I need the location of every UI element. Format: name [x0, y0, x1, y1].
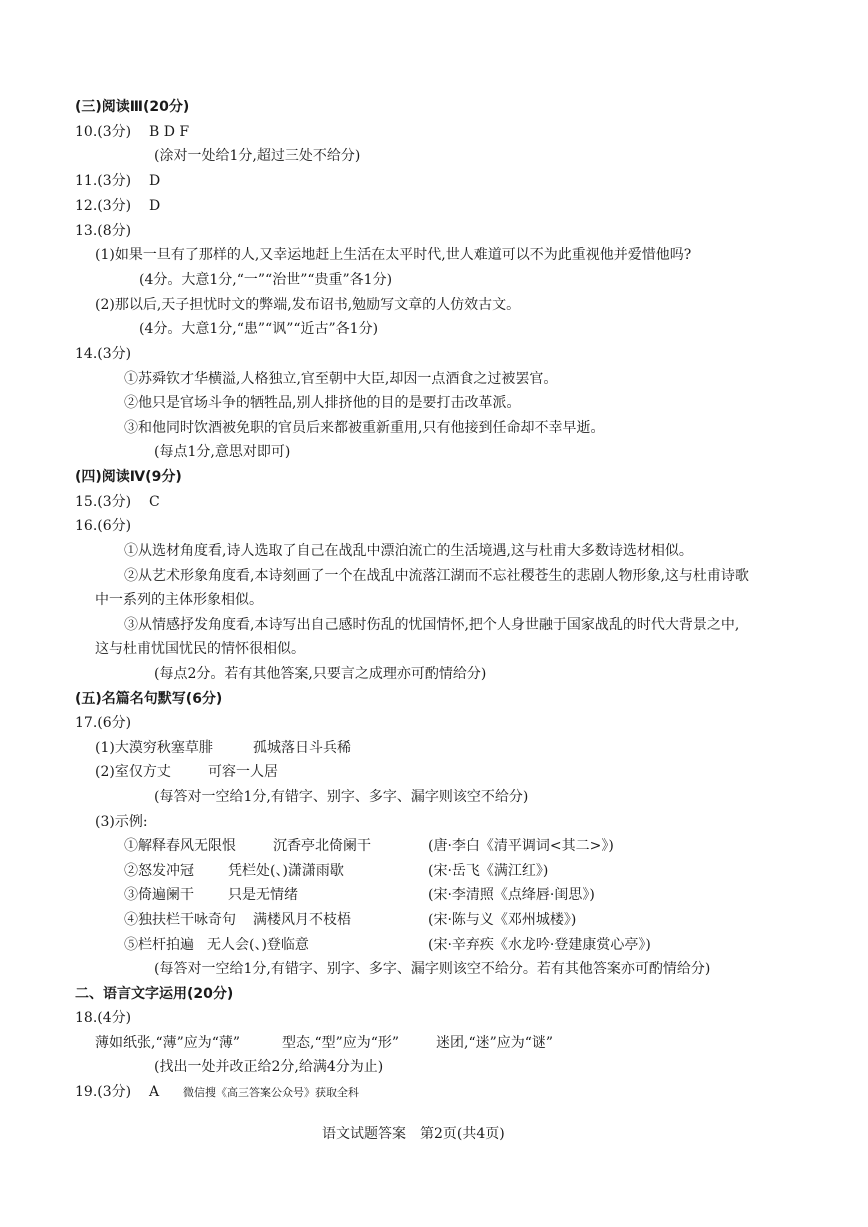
q17-example-source: (宋·辛弃疾《水龙吟·登建康赏心亭》) [428, 937, 651, 953]
q16-label: 16.(6分) [75, 518, 132, 534]
q17-example-line: ①解释春风无限恨 [124, 838, 236, 854]
q14-point1: ①苏舜钦才华横溢,人格独立,官至朝中大臣,却因一点酒食之过被罢官。 [124, 371, 558, 387]
q17-example-line: 满楼风月不枝梧 [253, 912, 351, 928]
q13-part1-note: (4分。大意1分,“一”“治世”“贵重”各1分) [139, 272, 393, 288]
q19-label: 19.(3分) [75, 1084, 132, 1100]
q17-example-line: ⑤栏杆拍遍 [124, 937, 194, 953]
q17-example-line: 沉香亭北倚阑干 [273, 838, 371, 854]
q17-example-line: 只是无情绪 [228, 887, 298, 903]
q19-answer: A [149, 1084, 160, 1100]
q16-note: (每点2分。若有其他答案,只要言之成理亦可酌情给分) [154, 666, 487, 682]
q14-point2: ②他只是官场斗争的牺牲品,别人排挤他的目的是要打击改革派。 [124, 395, 521, 411]
q12-answer: D [149, 198, 161, 214]
q10-answer: B D F [149, 124, 190, 140]
q17-part2a: (2)室仅方丈 [95, 764, 171, 780]
section-heading-recitation: (五)名篇名句默写(6分) [75, 691, 223, 707]
q17-part3: (3)示例: [95, 814, 148, 830]
q17-example-source: (宋·李清照《点绛唇·闺思》) [428, 887, 595, 903]
q16-point2: ②从艺术形象角度看,本诗刻画了一个在战乱中流落江湖而不忘社稷苍生的悲剧人物形象,这与杜甫诗歌 [124, 568, 749, 584]
q17-example-line: ④独扶栏干咏奇句 [124, 912, 236, 928]
section-heading-reading4: (四)阅读Ⅳ(9分) [75, 469, 182, 485]
q10-note: (涂对一处给1分,超过三处不给分) [154, 148, 361, 164]
q15-answer: C [149, 494, 160, 510]
q10-label: 10.(3分) [75, 124, 132, 140]
watermark-text: 微信搜《高三答案公众号》获取全科 [183, 1086, 359, 1099]
q13-part1: (1)如果一旦有了那样的人,又幸运地赶上生活在太平时代,世人难道可以不为此重视他并爱惜他吗? [95, 247, 692, 263]
page-footer: 语文试题答案 第2页(共4页) [322, 1126, 505, 1142]
q12-label: 12.(3分) [75, 198, 132, 214]
q17-example-line: ③倚遍阑干 [124, 887, 194, 903]
q18-correction1: 薄如纸张,“薄”应为“薄” [95, 1035, 241, 1051]
q17-note1: (每答对一空给1分,有错字、别字、多字、漏字则该空不给分) [154, 789, 529, 805]
q17-note2: (每答对一空给1分,有错字、别字、多字、漏字则该空不给分。若有其他答案亦可酌情给分) [154, 961, 711, 977]
q17-example-source: (唐·李白《清平调词<其二>》) [428, 838, 614, 854]
q17-example-line: 凭栏处(、)潇潇雨歇 [228, 863, 344, 879]
q11-label: 11.(3分) [75, 173, 132, 189]
q11-answer: D [149, 173, 161, 189]
q18-correction3: 迷团,“迷”应为“谜” [436, 1035, 554, 1051]
q14-point3: ③和他同时饮酒被免职的官员后来都被重新重用,只有他接到任命却不幸早逝。 [124, 420, 605, 436]
section-heading-reading3: (三)阅读Ⅲ(20分) [75, 99, 190, 115]
q14-note: (每点1分,意思对即可) [154, 444, 291, 460]
q15-label: 15.(3分) [75, 494, 132, 510]
q13-part2: (2)那以后,天子担忧时文的弊端,发布诏书,勉励写文章的人仿效古文。 [95, 297, 521, 313]
q18-label: 18.(4分) [75, 1010, 132, 1026]
q13-part2-note: (4分。大意1分,“患”“讽”“近古”各1分) [139, 321, 379, 337]
q17-label: 17.(6分) [75, 715, 132, 731]
q17-part1a: (1)大漠穷秋塞草腓 [95, 740, 213, 756]
q17-example-source: (宋·岳飞《满江红》) [428, 863, 549, 879]
section-heading-language: 二、语言文字运用(20分) [75, 986, 234, 1002]
q14-label: 14.(3分) [75, 346, 132, 362]
q16-point2-cont: 中一系列的主体形象相似。 [95, 592, 263, 608]
q18-correction2: 型态,“型”应为“形” [282, 1035, 400, 1051]
q17-example-source: (宋·陈与义《邓州城楼》) [428, 912, 577, 928]
q13-label: 13.(8分) [75, 223, 132, 239]
q17-example-line: ②怒发冲冠 [124, 863, 194, 879]
q18-note: (找出一处并改正给2分,给满4分为止) [154, 1059, 384, 1075]
q17-example-line: 无人会(、)登临意 [207, 937, 309, 953]
q16-point3-cont: 这与杜甫忧国忧民的情怀很相似。 [95, 641, 305, 657]
q16-point3: ③从情感抒发角度看,本诗写出自己感时伤乱的忧国情怀,把个人身世融于国家战乱的时代大背景之中, [124, 617, 740, 633]
q17-part2b: 可容一人居 [208, 764, 278, 780]
q17-part1b: 孤城落日斗兵稀 [253, 740, 351, 756]
q16-point1: ①从选材角度看,诗人选取了自己在战乱中漂泊流亡的生活境遇,这与杜甫大多数诗选材相似。 [124, 543, 693, 559]
